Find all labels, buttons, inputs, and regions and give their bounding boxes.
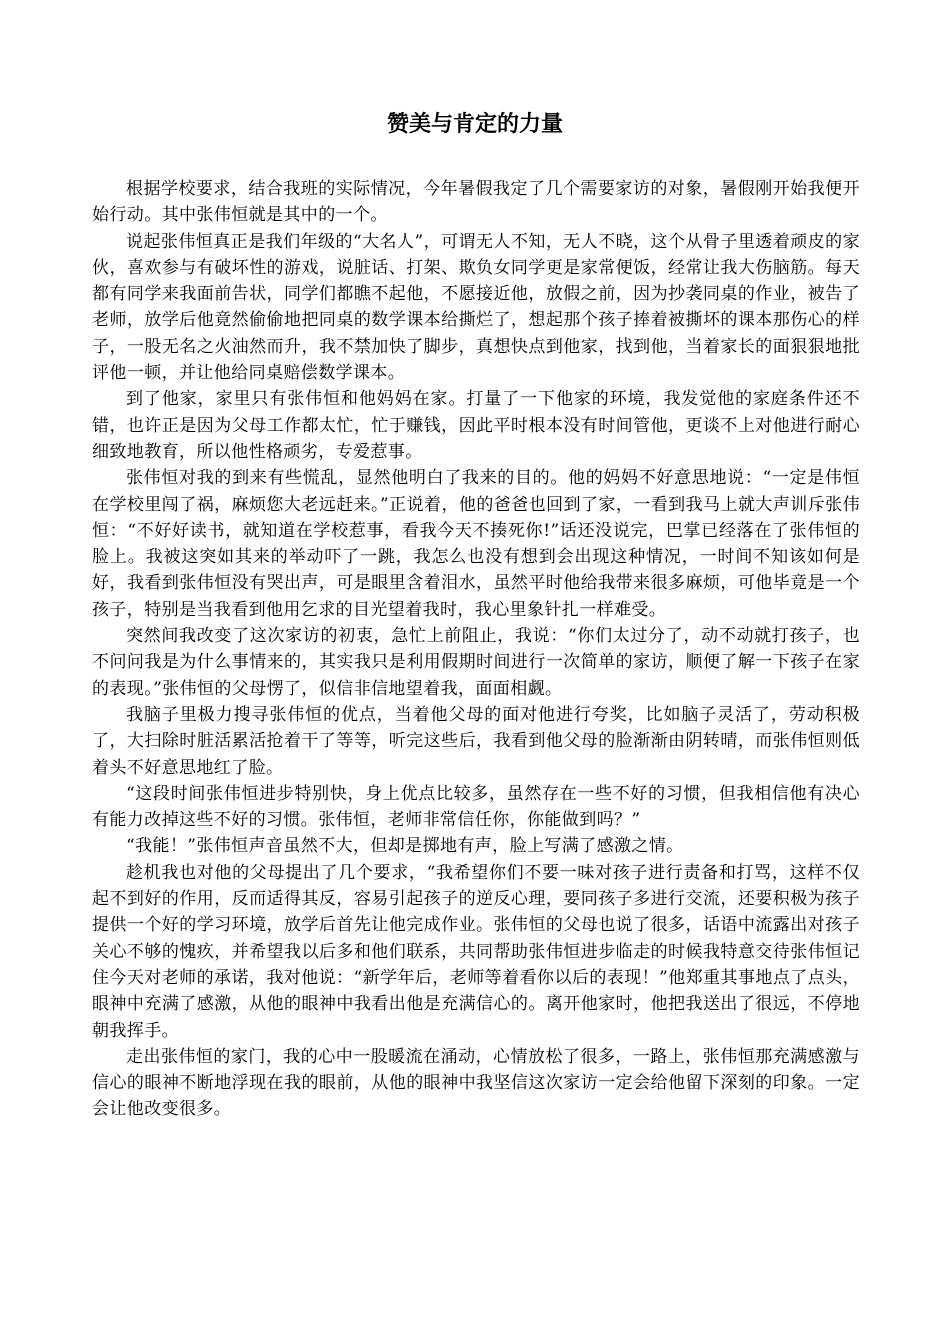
paragraph: 走出张伟恒的家门，我的心中一股暖流在涌动，心情放松了很多，一路上，张伟恒那充满感激与信心的眼神不断地浮现在我的眼前，从他的眼神中我坚信这次家访一定会给他留下深刻的印象。一定会让他改变很多。 [92,1046,860,1120]
paragraph: 趁机我也对他的父母提出了几个要求，“我希望你们不要一味对孩子进行责备和打骂，这样不仅起不到好的作用，反而适得其反，容易引起孩子的逆反心理，要同孩子多进行交流，还要积极为孩子提供一个好的学习环境，放学后首先让他完成作业。张伟恒的父母也说了很多，话语中流露出对孩子关心不够的愧疚，并希望我以后多和他们联系，共同帮助张伟恒进步临走的时候我特意交待张伟恒记住今天对老师的承诺，我对他说：“新学年后，老师等着看你以后的表现！”他郑重其事地点了点头，眼神中充满了感激，从他的眼神中我看出他是充满信心的。离开他家时，他把我送出了很远，不停地朝我挥手。 [92,862,860,1041]
paragraph: 我脑子里极力搜寻张伟恒的优点，当着他父母的面对他进行夸奖，比如脑子灵活了，劳动积极了，大扫除时脏活累活抢着干了等等，听完这些后，我看到他父母的脸渐渐由阴转晴，而张伟恒则低着头不好意思地红了脸。 [92,704,860,778]
document-title: 赞美与肯定的力量 [386,112,563,137]
paragraph: “我能！”张伟恒声音虽然不大，但却是掷地有声，脸上写满了感激之情。 [126,836,684,857]
paragraph: 到了他家，家里只有张伟恒和他妈妈在家。打量了一下他家的环境，我发觉他的家庭条件还不错，也许正是因为父母工作都太忙，忙于赚钱，因此平时根本没有时间管他，更谈不上对他进行耐心细致地教育，所以他性格顽劣，专爱惹事。 [92,389,860,462]
document-body [92,176,860,1123]
paragraph: 说起张伟恒真正是我们年级的“大名人”，可谓无人不知，无人不晓，这个从骨子里透着顽皮的家伙，喜欢参与有破坏性的游戏，说脏话、打架、欺负女同学更是家常便饭，经常让我大伤脑筋。每天都有同学来我面前告状，同学们都瞧不起他，不愿接近他，放假之前，因为抄袭同桌的作业，被告了老师，放学后他竟然偷偷地把同桌的数学课本给撕烂了，想起那个孩子捧着被撕坏的课本那伤心的样子，一股无名之火油然而升，我不禁加快了脚步，真想快点到他家，找到他，当着家长的面狠狠地批评他一顿，并让他给同桌赔偿数学课本。 [92,231,860,384]
paragraph: “这段时间张伟恒进步特别快，身上优点比较多，虽然存在一些不好的习惯，但我相信他有决心有能力改掉这些不好的习惯。张伟恒，老师非常信任你，你能做到吗？” [92,783,860,831]
paragraph: 根据学校要求，结合我班的实际情况，今年暑假我定了几个需要家访的对象，暑假刚开始我便开始行动。其中张伟恒就是其中的一个。 [92,179,860,226]
paragraph: 突然间我改变了这次家访的初衷，急忙上前阻止，我说：“你们太过分了，动不动就打孩子，也不问问我是为什么事情来的，其实我只是利用假期时间进行一次简单的家访，顺便了解一下孩子在家的表现。”张伟恒的父母愣了，似信非信地望着我，面面相觑。 [92,626,860,699]
paragraph: 张伟恒对我的到来有些慌乱，显然他明白了我来的目的。他的妈妈不好意思地说：“一定是伟恒在学校里闯了祸，麻烦您大老远赶来。”正说着，他的爸爸也回到了家，一看到我马上就大声训斥张伟恒：“不好好读书，就知道在学校惹事，看我今天不揍死你!”话还没说完，巴掌已经落在了张伟恒的脸上。我被这突如其来的举动吓了一跳，我怎么也没有想到会出现这种情况，一时间不知该如何是好，我看到张伟恒没有哭出声，可是眼里含着泪水，虽然平时他给我带来很多麻烦，可他毕竟是一个孩子，特别是当我看到他用乞求的目光望着我时，我心里象针扎一样难受。 [92,468,860,620]
